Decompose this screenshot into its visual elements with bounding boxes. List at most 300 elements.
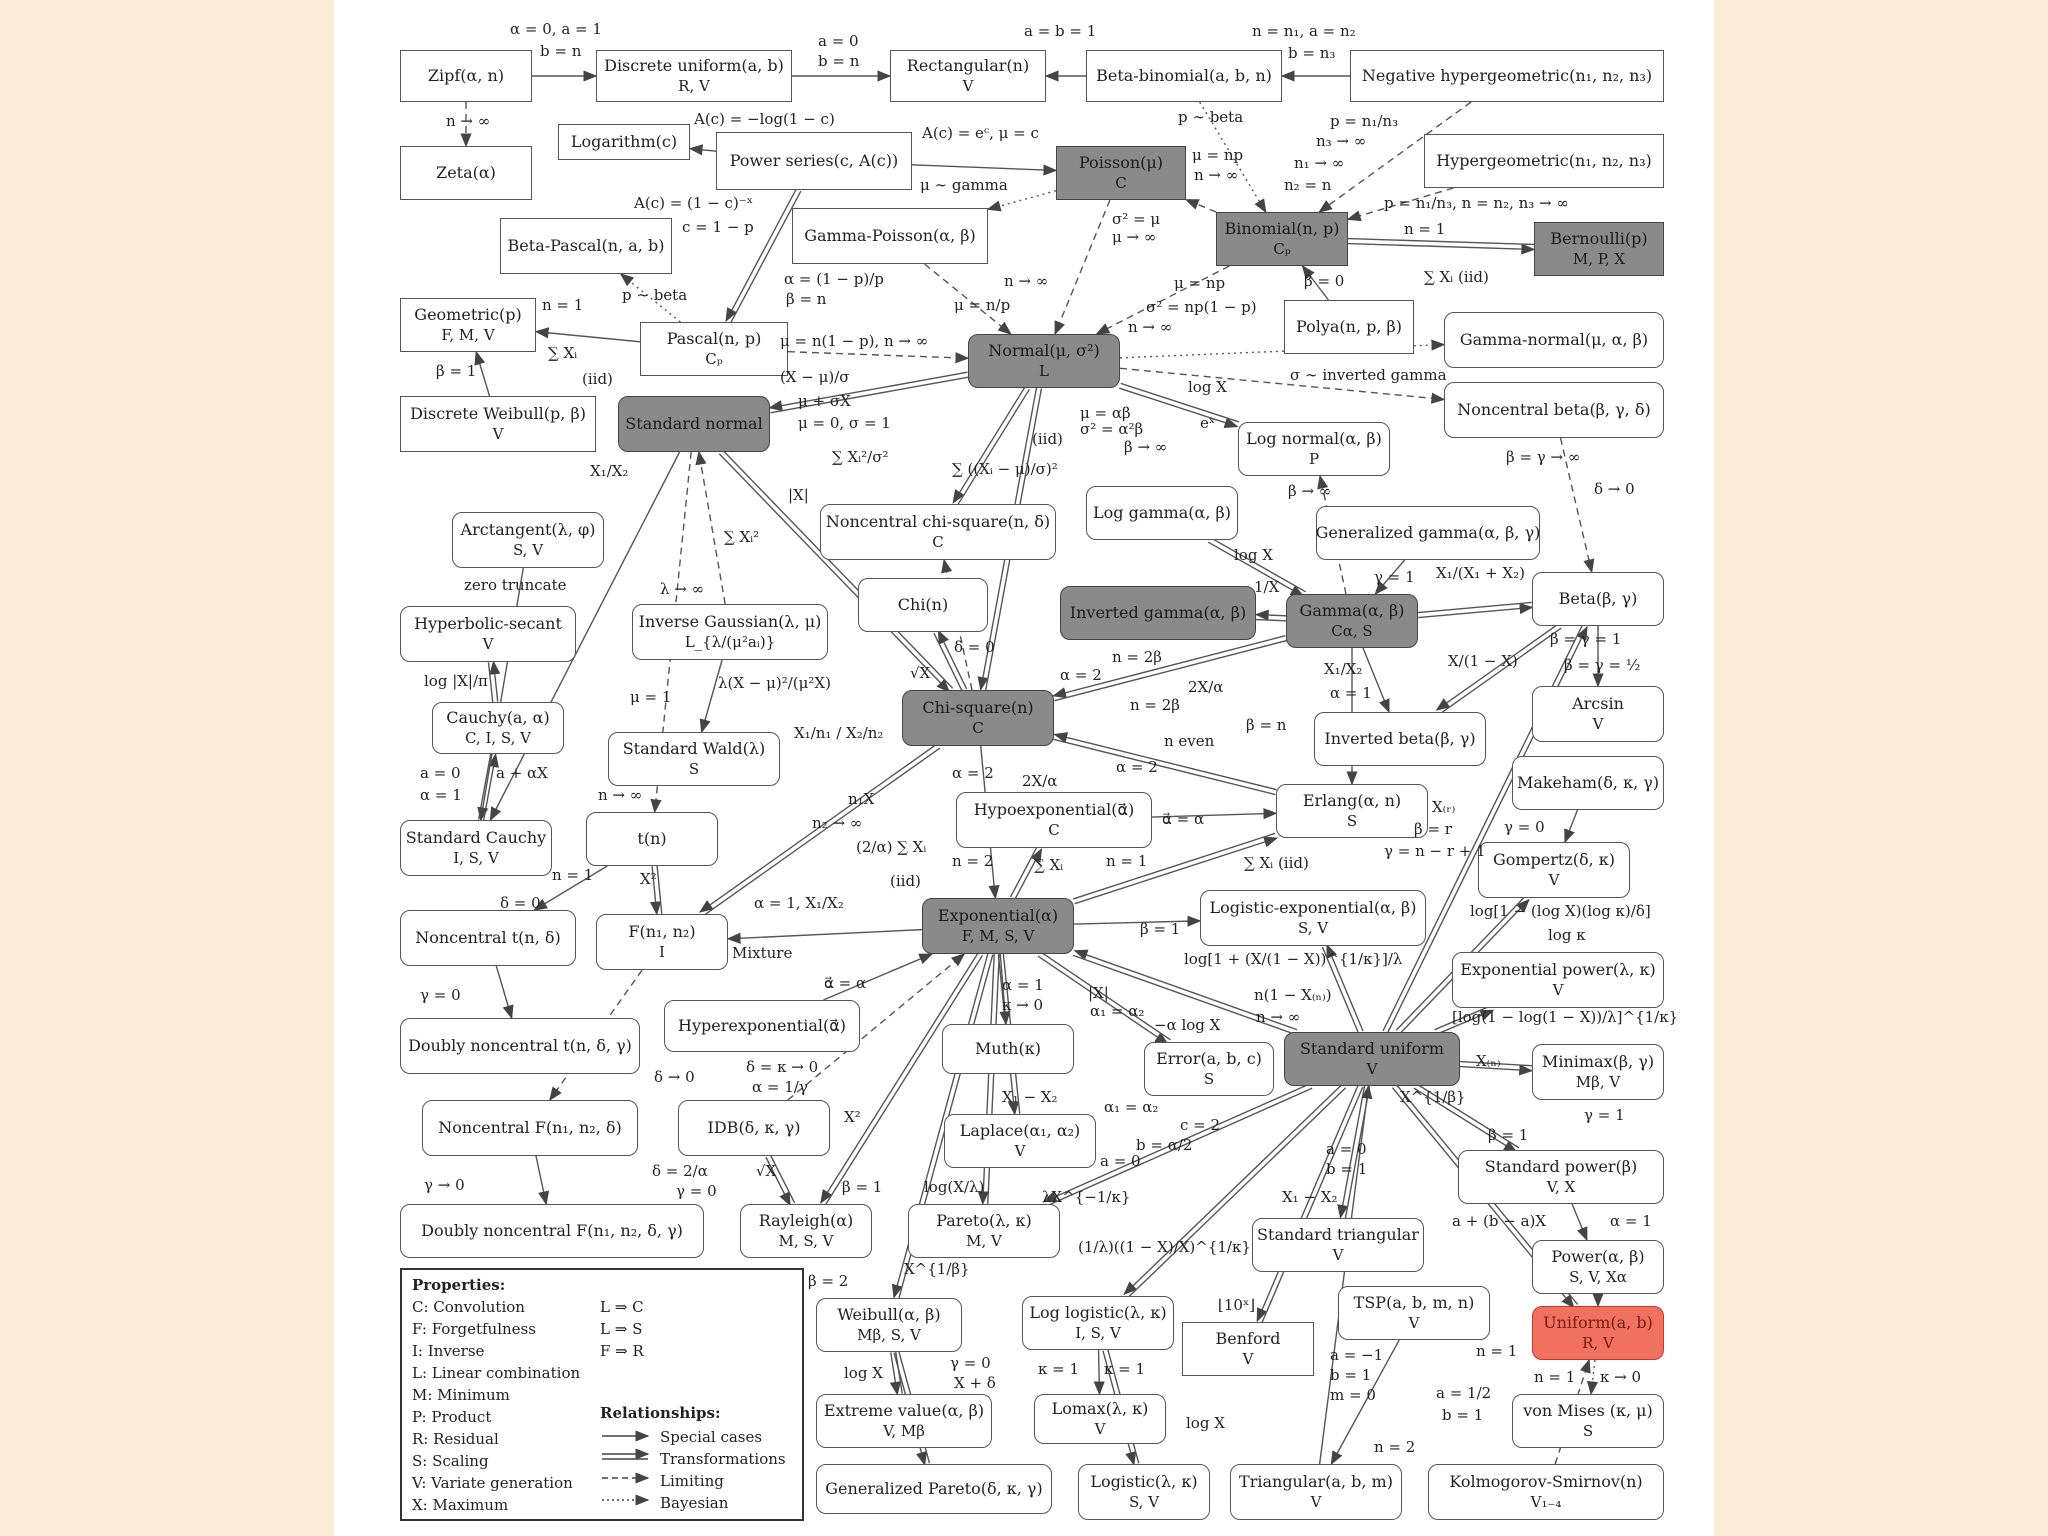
edge-label: δ = 0 [954, 638, 995, 656]
node-properties: V [1094, 1420, 1106, 1438]
legend-implication: L ⇒ C [600, 1298, 644, 1316]
relationship-arrow [1363, 648, 1389, 712]
node-hyperbolic-secant[interactable] [400, 606, 576, 662]
edge-label: ∑ Xᵢ² [724, 528, 760, 546]
node-name: Zeta(α) [436, 163, 496, 182]
edge-label: α₁ = α₂ [1090, 1002, 1145, 1020]
node-laplace[interactable] [944, 1114, 1096, 1168]
node-t[interactable] [586, 812, 718, 866]
relationship-arrow [1256, 620, 1286, 621]
node-inverse-gaussian[interactable] [632, 604, 828, 660]
node-rectangular[interactable] [890, 50, 1046, 102]
node-name: Polya(n, p, β) [1295, 317, 1403, 336]
node-makeham[interactable] [1512, 756, 1664, 810]
edge-label: 2X/α [1188, 678, 1224, 696]
edge-label: α = 1 [420, 786, 462, 804]
node-name: Gamma-normal(μ, α, β) [1459, 330, 1649, 349]
edge-label: α = 1 [1610, 1212, 1652, 1230]
relationship-arrow [479, 754, 491, 820]
node-properties: V [1408, 1314, 1420, 1332]
edge-label: λX^{−1/κ} [1042, 1188, 1131, 1206]
edge-label: ∑ ((Xᵢ − μ)/σ)² [952, 460, 1058, 478]
node-standard-wald[interactable] [608, 732, 780, 786]
edge-label: γ → 0 [424, 1176, 465, 1194]
edge-label: α₁ = α₂ [1104, 1098, 1159, 1116]
node-name: Inverted gamma(α, β) [1069, 603, 1247, 622]
node-name: Chi(n) [897, 595, 949, 614]
legend-property: F: Forgetfulness [412, 1320, 536, 1338]
node-properties: C [1048, 821, 1060, 839]
relationship-arrow [1418, 602, 1532, 612]
node-name: Pascal(n, p) [666, 329, 762, 348]
node-properties: R, V [1582, 1334, 1614, 1352]
relationship-arrow [657, 866, 662, 914]
edge-label: κ = 1 [1038, 1360, 1080, 1378]
node-beta-binomial[interactable] [1086, 50, 1282, 102]
edge-label: α⃗ = α [824, 974, 867, 992]
edge-label: n even [1164, 732, 1215, 750]
node-noncentral-chi-square[interactable] [820, 504, 1056, 560]
node-gamma-normal[interactable] [1444, 312, 1664, 368]
edge-label: X² [640, 870, 657, 888]
node-properties: C, I, S, V [464, 729, 532, 747]
node-lomax[interactable] [1034, 1394, 1166, 1444]
node-properties: V [1242, 1350, 1254, 1368]
edge-label: n = 2 [952, 852, 994, 870]
node-properties: R, V [678, 77, 710, 95]
edge-label: zero truncate [464, 576, 567, 594]
edge-label: μ = n(1 − p), n → ∞ [780, 332, 929, 350]
relationship-arrow [1591, 1360, 1595, 1394]
edge-label: n(1 − X₍ₙ₎) [1254, 986, 1332, 1004]
node-name: Logistic(λ, κ) [1090, 1472, 1198, 1491]
edge-label: β = r [1414, 820, 1452, 838]
node-hypergeometric[interactable] [1424, 134, 1664, 188]
legend-property: I: Inverse [412, 1342, 485, 1360]
node-standard-power[interactable] [1458, 1150, 1664, 1204]
edge-label: α = 1 [1002, 976, 1044, 994]
edge-label: β = γ = 1 [1550, 630, 1622, 648]
node-arctangent[interactable] [452, 512, 604, 568]
edge-label: (2/α) ∑ Xᵢ [856, 838, 927, 856]
node-exponential[interactable] [922, 898, 1074, 954]
node-properties: V [1548, 871, 1560, 889]
edge-label: α = 1/γ [752, 1078, 808, 1096]
edge-label: κ = 1 [1104, 1360, 1146, 1378]
edge-label: γ = n − r + 1 [1384, 842, 1486, 860]
node-pareto[interactable] [908, 1204, 1060, 1258]
node-idb[interactable] [678, 1100, 830, 1156]
node-name: Logarithm(c) [570, 132, 678, 151]
edge-label: n → ∞ [1256, 1008, 1301, 1026]
node-properties: I, S, V [453, 849, 499, 867]
edge-label: A(c) = −log(1 − c) [694, 110, 835, 128]
edge-label: γ = 0 [420, 986, 461, 1004]
node-properties: V [1366, 1060, 1378, 1078]
node-generalized-gamma[interactable] [1316, 506, 1540, 560]
edge-label: c = 2 [1180, 1116, 1221, 1134]
edge-label: n → ∞ [1128, 318, 1173, 336]
node-properties: V [1332, 1246, 1344, 1264]
edge-label: X₁ − X₂ [1002, 1088, 1058, 1106]
node-properties: V, Mβ [883, 1422, 925, 1440]
node-minimax[interactable] [1532, 1044, 1664, 1100]
node-logarithm[interactable] [558, 124, 690, 160]
node-properties: S, V [1128, 1493, 1160, 1511]
node-properties: I, S, V [1075, 1324, 1121, 1342]
node-name: Hypoexponential(α⃗) [973, 800, 1135, 819]
edge-label: b = n [818, 52, 860, 70]
edge-label: β = 1 [1140, 920, 1181, 938]
relationship-arrow [1572, 1204, 1587, 1240]
edge-label: δ → 0 [1594, 480, 1635, 498]
edge-label: μ = np [1192, 146, 1244, 164]
node-properties: M, S, V [778, 1232, 834, 1250]
node-name: F(n₁, n₂) [628, 922, 696, 941]
edge-label: −α log X [1154, 1016, 1221, 1034]
node-name: Discrete uniform(a, b) [604, 56, 784, 75]
relationship-arrow [1099, 1350, 1100, 1394]
edge-label: n = 2β [1130, 696, 1180, 714]
node-arcsin[interactable] [1532, 686, 1664, 742]
node-poisson[interactable] [1056, 146, 1186, 200]
edge-label: log X [1234, 546, 1273, 564]
node-standard-uniform[interactable] [1284, 1032, 1460, 1086]
node-properties: C [972, 719, 984, 737]
node-properties: S [1346, 812, 1358, 830]
node-logistic[interactable] [1078, 1464, 1210, 1520]
edge-label: ∑ Xᵢ [548, 344, 578, 362]
legend-relationship: Limiting [660, 1472, 724, 1490]
edge-label: λ → ∞ [660, 580, 705, 598]
relationship-arrow [1256, 615, 1286, 616]
node-name: Zipf(α, n) [427, 66, 505, 85]
node-properties: Cₚ [705, 350, 723, 368]
node-properties: V [1014, 1142, 1026, 1160]
edge-label: γ = 1 [1584, 1106, 1625, 1124]
node-f[interactable] [596, 914, 728, 970]
edge-label: [log(1 − log(1 − X))/λ]^{1/κ} [1452, 1008, 1679, 1026]
node-uniform[interactable] [1532, 1306, 1664, 1360]
node-chi[interactable] [858, 578, 988, 632]
relationship-arrow [728, 930, 922, 939]
node-log-logistic[interactable] [1022, 1296, 1174, 1350]
node-gamma[interactable] [1286, 594, 1418, 648]
node-gamma-poisson[interactable] [792, 208, 988, 264]
edge-label: X₁/n₁ / X₂/n₂ [794, 724, 884, 742]
edge-label: √X [756, 1162, 777, 1180]
edge-label: β = 1 [1488, 1126, 1529, 1144]
edge-label: b = n [540, 42, 582, 60]
edge-label: ∑ Xᵢ (iid) [1424, 268, 1489, 286]
edge-label: a = 0 [420, 764, 461, 782]
node-inverted-beta[interactable] [1314, 712, 1486, 766]
edge-label: n = 1 [1106, 852, 1148, 870]
edge-label: ∑ Xᵢ²/σ² [832, 448, 889, 466]
node-hypoexponential[interactable] [956, 792, 1152, 848]
node-name: Doubly noncentral F(n₁, n₂, δ, γ) [421, 1221, 683, 1240]
node-geometric[interactable] [400, 298, 536, 352]
edge-label: α = 0, a = 1 [510, 20, 602, 38]
legend-property: X: Maximum [412, 1496, 509, 1514]
node-name: Minimax(β, γ) [1541, 1052, 1655, 1071]
edge-label: α = 1, X₁/X₂ [754, 894, 844, 912]
node-log-gamma[interactable] [1086, 486, 1238, 540]
node-erlang[interactable] [1276, 784, 1428, 838]
node-zeta[interactable] [400, 146, 532, 200]
node-name: Hyperbolic-secant [414, 614, 562, 633]
node-name: Log gamma(α, β) [1093, 503, 1231, 522]
node-noncentral-t[interactable] [400, 910, 576, 966]
node-logistic-exponential[interactable] [1200, 890, 1426, 946]
node-polya[interactable] [1284, 300, 1414, 354]
node-von-mises[interactable] [1512, 1394, 1664, 1448]
node-name: Hyperexponential(α⃗) [677, 1016, 847, 1035]
edge-label: n = 2β [1112, 648, 1162, 666]
edge-label: X₍ᵣ₎ [1432, 798, 1456, 816]
edge-label: A(c) = eᶜ, μ = c [922, 124, 1039, 142]
edge-label: β = n [786, 290, 827, 308]
node-rayleigh[interactable] [740, 1204, 872, 1258]
node-name: Standard Wald(λ) [622, 739, 766, 758]
edge-label: √X [910, 664, 931, 682]
node-properties: V₁₋₄ [1530, 1493, 1562, 1511]
node-properties: P [1308, 450, 1320, 468]
relationship-arrow [1186, 200, 1216, 212]
node-log-normal[interactable] [1238, 422, 1390, 476]
node-discrete-weibull[interactable] [400, 396, 596, 452]
relationship-arrow [953, 387, 1025, 503]
node-name: Inverse Gaussian(λ, μ) [638, 612, 822, 631]
edge-label: A(c) = (1 − c)⁻ˣ [634, 194, 754, 212]
relationship-arrow [1348, 239, 1534, 245]
edge-label: 1/X [1254, 578, 1280, 596]
node-extreme-value[interactable] [816, 1394, 992, 1448]
node-name: von Mises (κ, μ) [1523, 1401, 1653, 1420]
node-zipf[interactable] [400, 50, 532, 102]
edge-label: β = n [1246, 716, 1287, 734]
node-properties: F, M, V [441, 326, 495, 344]
node-kolmogorov-smirnov[interactable] [1428, 1464, 1664, 1520]
relationship-arrow [912, 165, 1056, 171]
node-name: Extreme value(α, β) [823, 1401, 985, 1420]
edge-label: μ = 0, σ = 1 [798, 414, 891, 432]
relationship-arrow [493, 662, 497, 702]
edge-label: X^{1/β} [904, 1260, 970, 1278]
node-properties: I [659, 943, 665, 961]
edge-label: μ → ∞ [1112, 228, 1157, 246]
node-properties: V [1552, 981, 1564, 999]
node-beta[interactable] [1532, 572, 1664, 626]
node-weibull[interactable] [816, 1298, 962, 1352]
relationship-arrow [496, 966, 511, 1018]
node-name: t(n) [637, 829, 667, 848]
edge-label: a = 0 [818, 32, 859, 50]
node-name: Poisson(μ) [1078, 153, 1164, 172]
node-tsp[interactable] [1338, 1286, 1490, 1340]
node-gompertz[interactable] [1478, 842, 1630, 898]
node-properties: M, V [966, 1232, 1002, 1250]
node-doubly-noncentral-f[interactable] [400, 1204, 704, 1258]
node-name: Standard power(β) [1484, 1157, 1638, 1176]
edge-label: Mixture [732, 944, 793, 962]
node-properties: S, V [512, 541, 544, 559]
edge-label: σ² = np(1 − p) [1146, 298, 1257, 316]
node-name: Gompertz(δ, κ) [1492, 850, 1616, 869]
edge-label: c = 1 − p [682, 218, 754, 236]
node-name: Arctangent(λ, φ) [460, 520, 596, 539]
node-name: Power(α, β) [1551, 1247, 1645, 1266]
edge-label: n = 2 [1374, 1438, 1416, 1456]
node-name: TSP(a, b, m, n) [1353, 1293, 1475, 1312]
node-hyperexponential[interactable] [664, 1000, 860, 1052]
edge-label: log(X/λ) [924, 1178, 985, 1196]
edge-label: n₁X [848, 790, 875, 808]
edge-label: n → ∞ [1194, 166, 1239, 184]
edge-label: a = 0 [1100, 1152, 1141, 1170]
edge-label: n = 1 [552, 866, 594, 884]
edge-label: a = −1 [1330, 1346, 1384, 1364]
edge-label: a = 1/2 [1436, 1384, 1492, 1402]
edge-label: log X [844, 1364, 883, 1382]
node-name: Logistic-exponential(α, β) [1209, 898, 1417, 917]
node-power[interactable] [1532, 1240, 1664, 1294]
edge-label: m = 0 [1330, 1386, 1376, 1404]
edge-label: α = 1 [1330, 684, 1372, 702]
edge-label: γ = 0 [1504, 818, 1545, 836]
edge-label: γ = 0 [676, 1182, 717, 1200]
node-standard-cauchy[interactable] [400, 820, 552, 876]
node-binomial[interactable] [1216, 212, 1348, 266]
node-properties: M, P, X [1572, 250, 1626, 268]
node-chi-square[interactable] [902, 690, 1054, 746]
node-power-series[interactable] [716, 132, 912, 190]
edge-label: μ + σX [798, 392, 851, 410]
node-name: Geometric(p) [414, 305, 522, 324]
edge-label: α = 2 [1060, 666, 1102, 684]
edge-label: n₃ → ∞ [1316, 132, 1367, 150]
node-negative-hypergeometric[interactable] [1350, 50, 1664, 102]
node-properties: V [1310, 1493, 1322, 1511]
edge-label: μ = n/p [954, 296, 1011, 314]
node-properties: Cα, S [1331, 622, 1373, 640]
node-standard-normal[interactable] [618, 396, 770, 452]
node-inverted-gamma[interactable] [1060, 586, 1256, 640]
node-benford[interactable] [1182, 1322, 1314, 1376]
node-pascal[interactable] [640, 322, 788, 376]
diagram-canvas [334, 0, 1714, 1536]
node-generalized-pareto[interactable] [816, 1464, 1052, 1514]
node-name: IDB(δ, κ, γ) [707, 1118, 801, 1137]
node-name: Doubly noncentral t(n, δ, γ) [408, 1036, 632, 1055]
edge-label: (iid) [1032, 430, 1063, 448]
node-name: Binomial(n, p) [1224, 219, 1340, 238]
node-noncentral-beta[interactable] [1444, 382, 1664, 438]
edge-label: α⃗ = α [1162, 810, 1205, 828]
legend-property: P: Product [412, 1408, 492, 1426]
edge-label: σ² = μ [1112, 210, 1161, 228]
node-muth[interactable] [942, 1024, 1074, 1074]
node-name: Chi-square(n) [922, 698, 1034, 717]
node-triangular[interactable] [1230, 1464, 1402, 1520]
node-name: Gamma-Poisson(α, β) [804, 226, 976, 245]
relationship-arrow [1348, 244, 1534, 250]
node-name: Power series(c, A(c)) [729, 151, 899, 170]
node-properties: L [1039, 362, 1049, 380]
node-properties: V, X [1546, 1178, 1576, 1196]
edge-label: X² [844, 1108, 861, 1126]
edge-label: n₁ → ∞ [1294, 154, 1345, 172]
node-noncentral-f[interactable] [422, 1100, 638, 1156]
node-name: Normal(μ, σ²) [988, 341, 1100, 360]
edge-label: (iid) [890, 872, 921, 890]
node-normal[interactable] [968, 334, 1120, 388]
edge-label: |X| [1088, 984, 1109, 1002]
legend-property: C: Convolution [412, 1298, 525, 1316]
edge-label: λ(X − μ)²/(μ²X) [718, 674, 831, 692]
edge-label: log |X|/π [424, 672, 488, 690]
edge-label: β = 1 [842, 1178, 883, 1196]
node-name: Noncentral F(n₁, n₂, δ) [438, 1118, 622, 1137]
node-properties: V [482, 635, 494, 653]
edge-label: ∑ Xᵢ (iid) [1244, 854, 1309, 872]
node-name: Negative hypergeometric(n₁, n₂, n₃) [1361, 66, 1653, 85]
edge-label: n₂ → ∞ [812, 814, 863, 832]
edge-label: β = γ → ∞ [1506, 448, 1581, 466]
edge-label: X₁/(X₁ + X₂) [1436, 564, 1525, 582]
node-properties: Mβ, V [1575, 1073, 1621, 1091]
relationship-arrow [1055, 200, 1110, 334]
edge-label: δ = 2/α [652, 1162, 708, 1180]
node-error[interactable] [1144, 1042, 1274, 1096]
relationship-arrow [1565, 810, 1578, 842]
node-beta-pascal[interactable] [500, 218, 672, 274]
node-name: Laplace(α₁, α₂) [959, 1121, 1081, 1140]
node-standard-triangular[interactable] [1252, 1218, 1424, 1272]
edge-label: μ = np [1174, 274, 1226, 292]
node-name: Cauchy(a, α) [446, 708, 550, 727]
node-properties: S [688, 760, 700, 778]
edge-label: X/(1 − X) [1448, 652, 1518, 670]
edge-label: μ = 1 [630, 688, 672, 706]
node-name: Hypergeometric(n₁, n₂, n₃) [1436, 151, 1652, 170]
edge-label: β → ∞ [1288, 482, 1332, 500]
edge-label: n = 1 [542, 296, 584, 314]
edge-label: n = 1 [1476, 1342, 1518, 1360]
node-name: Erlang(α, n) [1302, 791, 1402, 810]
node-bernoulli[interactable] [1534, 222, 1664, 276]
edge-label: b = 1 [1330, 1366, 1372, 1384]
node-exponential-power[interactable] [1452, 952, 1664, 1008]
edge-label: X₁/X₂ [1324, 660, 1363, 678]
edge-label: n → ∞ [598, 786, 643, 804]
node-doubly-noncentral-t[interactable] [400, 1018, 640, 1074]
node-cauchy[interactable] [432, 702, 564, 754]
node-name: Error(a, b, c) [1156, 1049, 1262, 1068]
node-properties: V [1592, 715, 1604, 733]
node-properties: C [1115, 174, 1127, 192]
node-properties: S [1203, 1070, 1215, 1088]
edge-label: β = γ = ½ [1564, 656, 1641, 674]
edge-label: log κ [1548, 926, 1586, 944]
node-name: Weibull(α, β) [837, 1305, 941, 1324]
node-discrete-uniform[interactable] [596, 50, 792, 102]
node-name: Standard triangular [1257, 1225, 1419, 1244]
edge-label: b = 1 [1326, 1160, 1368, 1178]
node-name: Rectangular(n) [906, 56, 1030, 75]
edge-label: κ → 0 [1002, 996, 1044, 1014]
node-name: Standard normal [625, 414, 763, 433]
